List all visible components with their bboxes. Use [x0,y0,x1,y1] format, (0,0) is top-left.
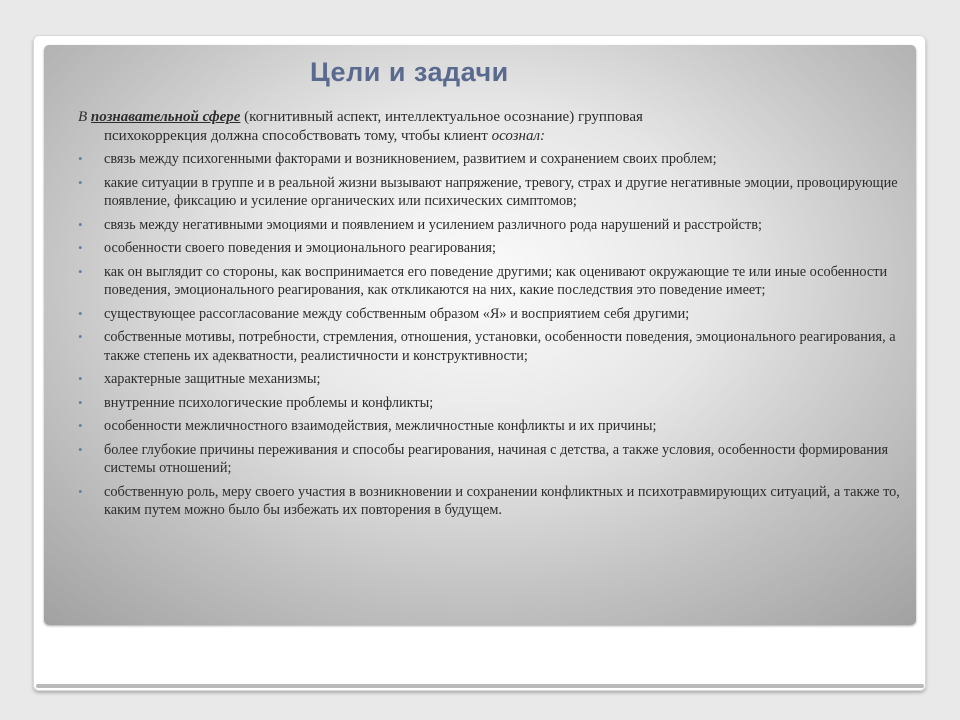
intro-line2-text: психокоррекция должна способствовать тому, чтобы клиент [104,128,492,144]
intro-line2 [78,127,910,146]
bullet-text: собственные мотивы, потребности, стремления, отношения, установки, особенности поведения, эмоционального реагирования, а также степень их адекватности, реалистичности и конструктивности; [104,329,896,364]
bullet-dot-icon: • [78,240,83,255]
list-item [78,239,910,258]
intro-line2-italic: осознал: [491,128,546,144]
bullet-text: связь между негативными эмоциями и появлением и усилением различного рода нарушений и расстройств; [104,216,762,233]
frame-bottom-accent [36,684,924,688]
intro-paragraph [78,108,910,146]
bullet-dot-icon: • [78,394,83,410]
bullet-dot-icon: • [78,329,83,344]
bullet-text: характерные защитные механизмы; [104,371,321,387]
slide-body [78,108,910,525]
list-item [78,417,910,436]
list-item [78,370,910,389]
list-item [78,441,910,478]
bullet-text: какие ситуации в группе и в реальной жизни вызывают напряжение, тревогу, страх и другие негативные эмоции, провоцирующие появление, фиксацию и усиление органических или психических симптомов; [104,174,898,209]
bullet-text: как он выглядит со стороны, как воспринимается его поведение другими; как оценивают окружающие те или иные особенности поведения, эмоционального реагирования, как откликаются на них, какие последствия это поведение имеет; [104,263,888,298]
intro-emphasis: познавательной сфере [90,109,241,125]
bullet-text: более глубокие причины переживания и способы реагирования, начиная с детства, а также условия, особенности формирования системы отношений; [104,441,889,476]
bullet-text: связь между психогенными факторами и возникновением, развитием и сохранением своих проблем; [104,151,717,167]
intro-prefix: В [78,109,91,125]
list-item [78,483,910,520]
bullet-dot-icon: • [78,371,83,386]
list-item [78,216,910,235]
bullet-text: особенности межличностного взаимодействия, межличностные конфликты и их причины; [104,418,657,434]
list-item [78,305,910,324]
bullet-dot-icon: • [78,263,83,279]
list-item [78,328,910,365]
list-item [78,394,910,413]
bullet-text: особенности своего поведения и эмоционального реагирования; [104,240,496,256]
list-item [78,263,910,300]
bullet-text: внутренние психологические проблемы и конфликты; [104,394,434,411]
bullet-dot-icon: • [78,151,83,166]
list-item [78,150,910,169]
bullet-list [78,150,910,520]
bullet-dot-icon: • [78,483,83,499]
bullet-dot-icon: • [78,418,83,433]
slide-title: Цели и задачи [310,57,509,87]
bullet-dot-icon: • [78,441,83,457]
bullet-text: существующее рассогласование между собственным образом «Я» и восприятием себя другими; [104,305,690,322]
bullet-text: собственную роль, меру своего участия в возникновении и сохранении конфликтных и психотравмирующих ситуаций, а также то, каким путем можно было бы избежать их повторения в будущем. [104,483,900,518]
bullet-dot-icon: • [78,174,83,190]
bullet-dot-icon: • [78,216,83,232]
list-item [78,174,910,211]
intro-middle: (когнитивный аспект, интеллектуальное осознание) групповая [240,109,643,125]
bullet-dot-icon: • [78,305,83,321]
